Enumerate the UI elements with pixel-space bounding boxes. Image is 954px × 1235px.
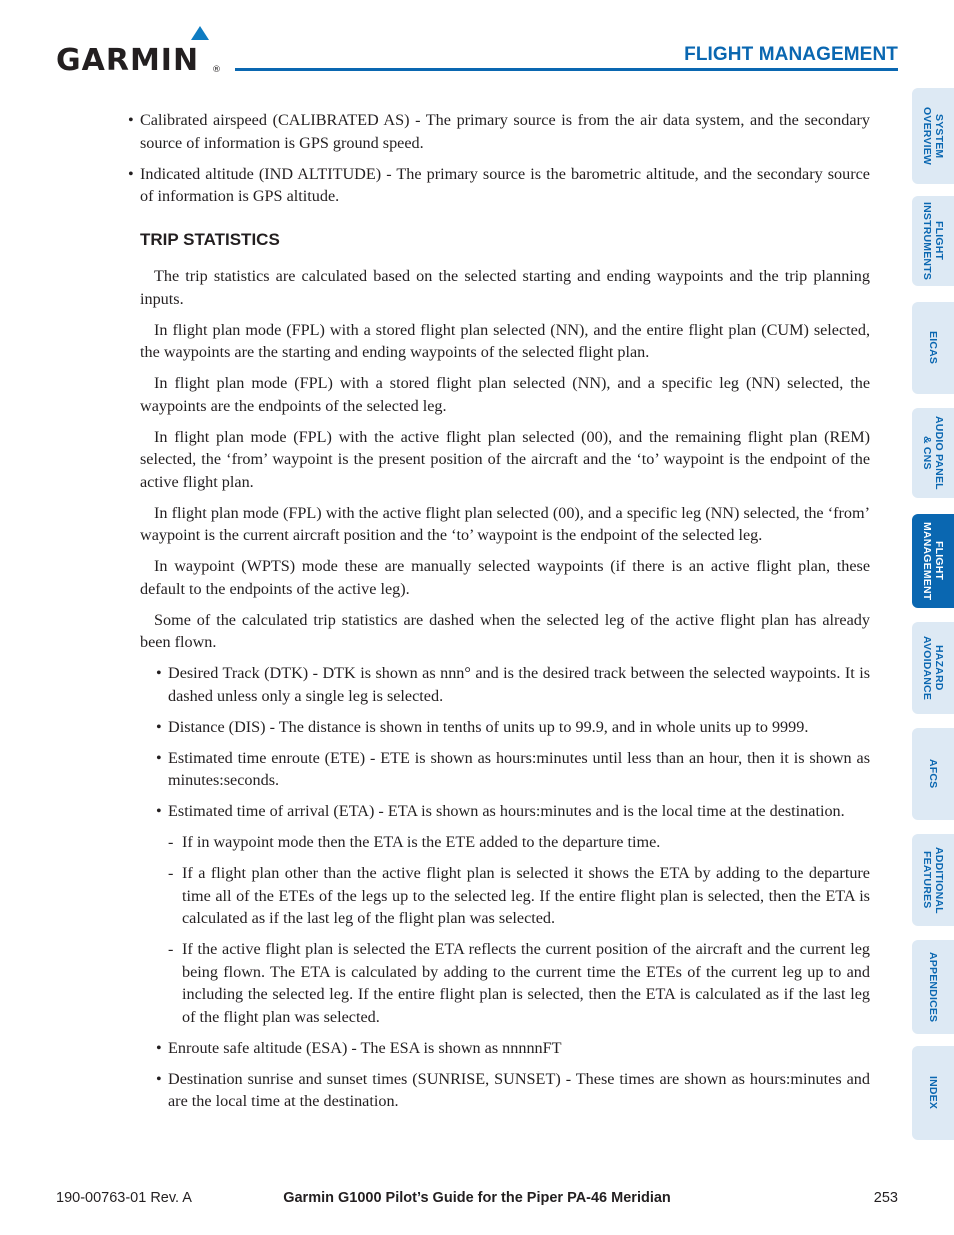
tab-label: EICAS [927,331,939,365]
tab-hazard-avoidance[interactable] [912,622,954,714]
header-rule [235,68,898,71]
bullet-desired-track: • Desired Track (DTK) - DTK is shown as nnn° and is the desired track between the selected waypoints. It is dashed unless only a single leg is selected. [168,662,870,707]
paragraph: In flight plan mode (FPL) with a stored flight plan selected (NN), and a specific leg (NN) selected, the waypoints are the endpoints of the selected leg. [140,374,870,415]
document-title: Garmin G1000 Pilot’s Guide for the Piper PA-46 Meridian [283,1190,671,1206]
page-footer [56,1190,898,1212]
page-number: 253 [873,1190,898,1206]
paragraph: In flight plan mode (FPL) with the active flight plan selected (00), and the remaining flight plan (REM) selected, the ‘from’ waypoint is the present position of the aircraft and the ‘to’ waypoint is the endpoint of the active flight plan. [140,427,870,491]
bullet-distance: • Distance (DIS) - The distance is shown in tenths of units up to 99.9, and in whole units up to 9999. [168,716,870,739]
section-title: FLIGHT MANAGEMENT [684,44,898,65]
tab-label: HAZARD AVOIDANCE [921,635,945,701]
bullet-calibrated-airspeed: • Calibrated airspeed (CALIBRATED AS) - The primary source is from the air data system, and the secondary source of information is GPS ground speed. [140,109,870,154]
paragraph: The trip statistics are calculated based on the selected starting and ending waypoints and the trip planning inputs. [140,267,870,308]
tab-appendices[interactable] [912,940,954,1034]
garmin-logo [56,26,220,76]
tab-label: INDEX [927,1076,939,1110]
document-number: 190-00763-01 Rev. A [56,1190,192,1206]
registered-mark-icon: ® [212,65,221,75]
brand-name: GARMIN [56,43,200,78]
dash-item: - If in waypoint mode then the ETA is the ETE added to the departure time. [182,831,870,854]
bullet-indicated-altitude: • Indicated altitude (IND ALTITUDE) - The primary source is the barometric altitude, and the secondary source of information is GPS altitude. [140,163,870,208]
tab-label: FLIGHT INSTRUMENTS [921,201,945,281]
tab-label: AUDIO PANEL & CNS [921,416,945,490]
bullet-sunrise-sunset: • Destination sunrise and sunset times (SUNRISE, SUNSET) - These times are shown as hours:minutes and are the local time at the destination. [168,1068,870,1113]
paragraph: In flight plan mode (FPL) with the active flight plan selected (00), and a specific leg (NN) selected, the ‘from’ waypoint is the current aircraft position and the ‘to’ waypoint is the endpoint of the selected leg. [140,503,870,544]
tab-label: SYSTEM OVERVIEW [921,106,945,165]
paragraph: Some of the calculated trip statistics are dashed when the selected leg of the active flight plan has already been flown. [140,610,870,651]
paragraph: In flight plan mode (FPL) with a stored flight plan selected (NN), and the entire flight plan (CUM) selected, the waypoints are the starting and ending waypoints of the selected flight plan. [140,320,870,361]
tab-index[interactable] [912,1046,954,1140]
tab-flight-instruments[interactable] [912,196,954,286]
trip-statistics-heading: TRIP STATISTICS [140,229,280,249]
tab-eicas[interactable] [912,302,954,394]
tab-audio-panel-cns[interactable] [912,408,954,498]
tab-label: FLIGHT MANAGEMENT [921,521,945,601]
tab-system-overview[interactable] [912,88,954,184]
dash-item: - If the active flight plan is selected the ETA reflects the current position of the aircraft and the current leg being flown. The ETA is calculated by adding to the current time the ETEs of the current leg up to and including the selected leg. If the entire flight plan is selected, then the ETA is calculated as if the last leg of the flight plan was selected. [182,938,870,1028]
tab-afcs[interactable] [912,728,954,820]
tab-label: AFCS [927,759,939,789]
tab-flight-management[interactable] [912,514,954,608]
tab-label: APPENDICES [927,951,939,1023]
garmin-triangle-icon [191,26,209,40]
paragraph: In waypoint (WPTS) mode these are manually selected waypoints (if there is an active flight plan, these default to the endpoints of the active leg). [140,557,870,598]
dash-item: - If a flight plan other than the active flight plan is selected it shows the ETA by adding to the departure time all of the ETEs of the legs up to the selected leg. If the entire flight plan is selected, then the ETA is calculated as if the last leg of the flight plan was selected. [182,862,870,930]
tab-additional-features[interactable] [912,834,954,926]
bullet-esa: • Enroute safe altitude (ESA) - The ESA is shown as nnnnnFT [168,1037,870,1060]
bullet-eta: • Estimated time of arrival (ETA) - ETA is shown as hours:minutes and is the local time at the destination. [168,800,870,823]
page-content [140,109,870,1121]
tab-label: ADDITIONAL FEATURES [921,846,945,914]
bullet-ete: • Estimated time enroute (ETE) - ETE is shown as hours:minutes until less than an hour, then it is shown as minutes:seconds. [168,747,870,792]
